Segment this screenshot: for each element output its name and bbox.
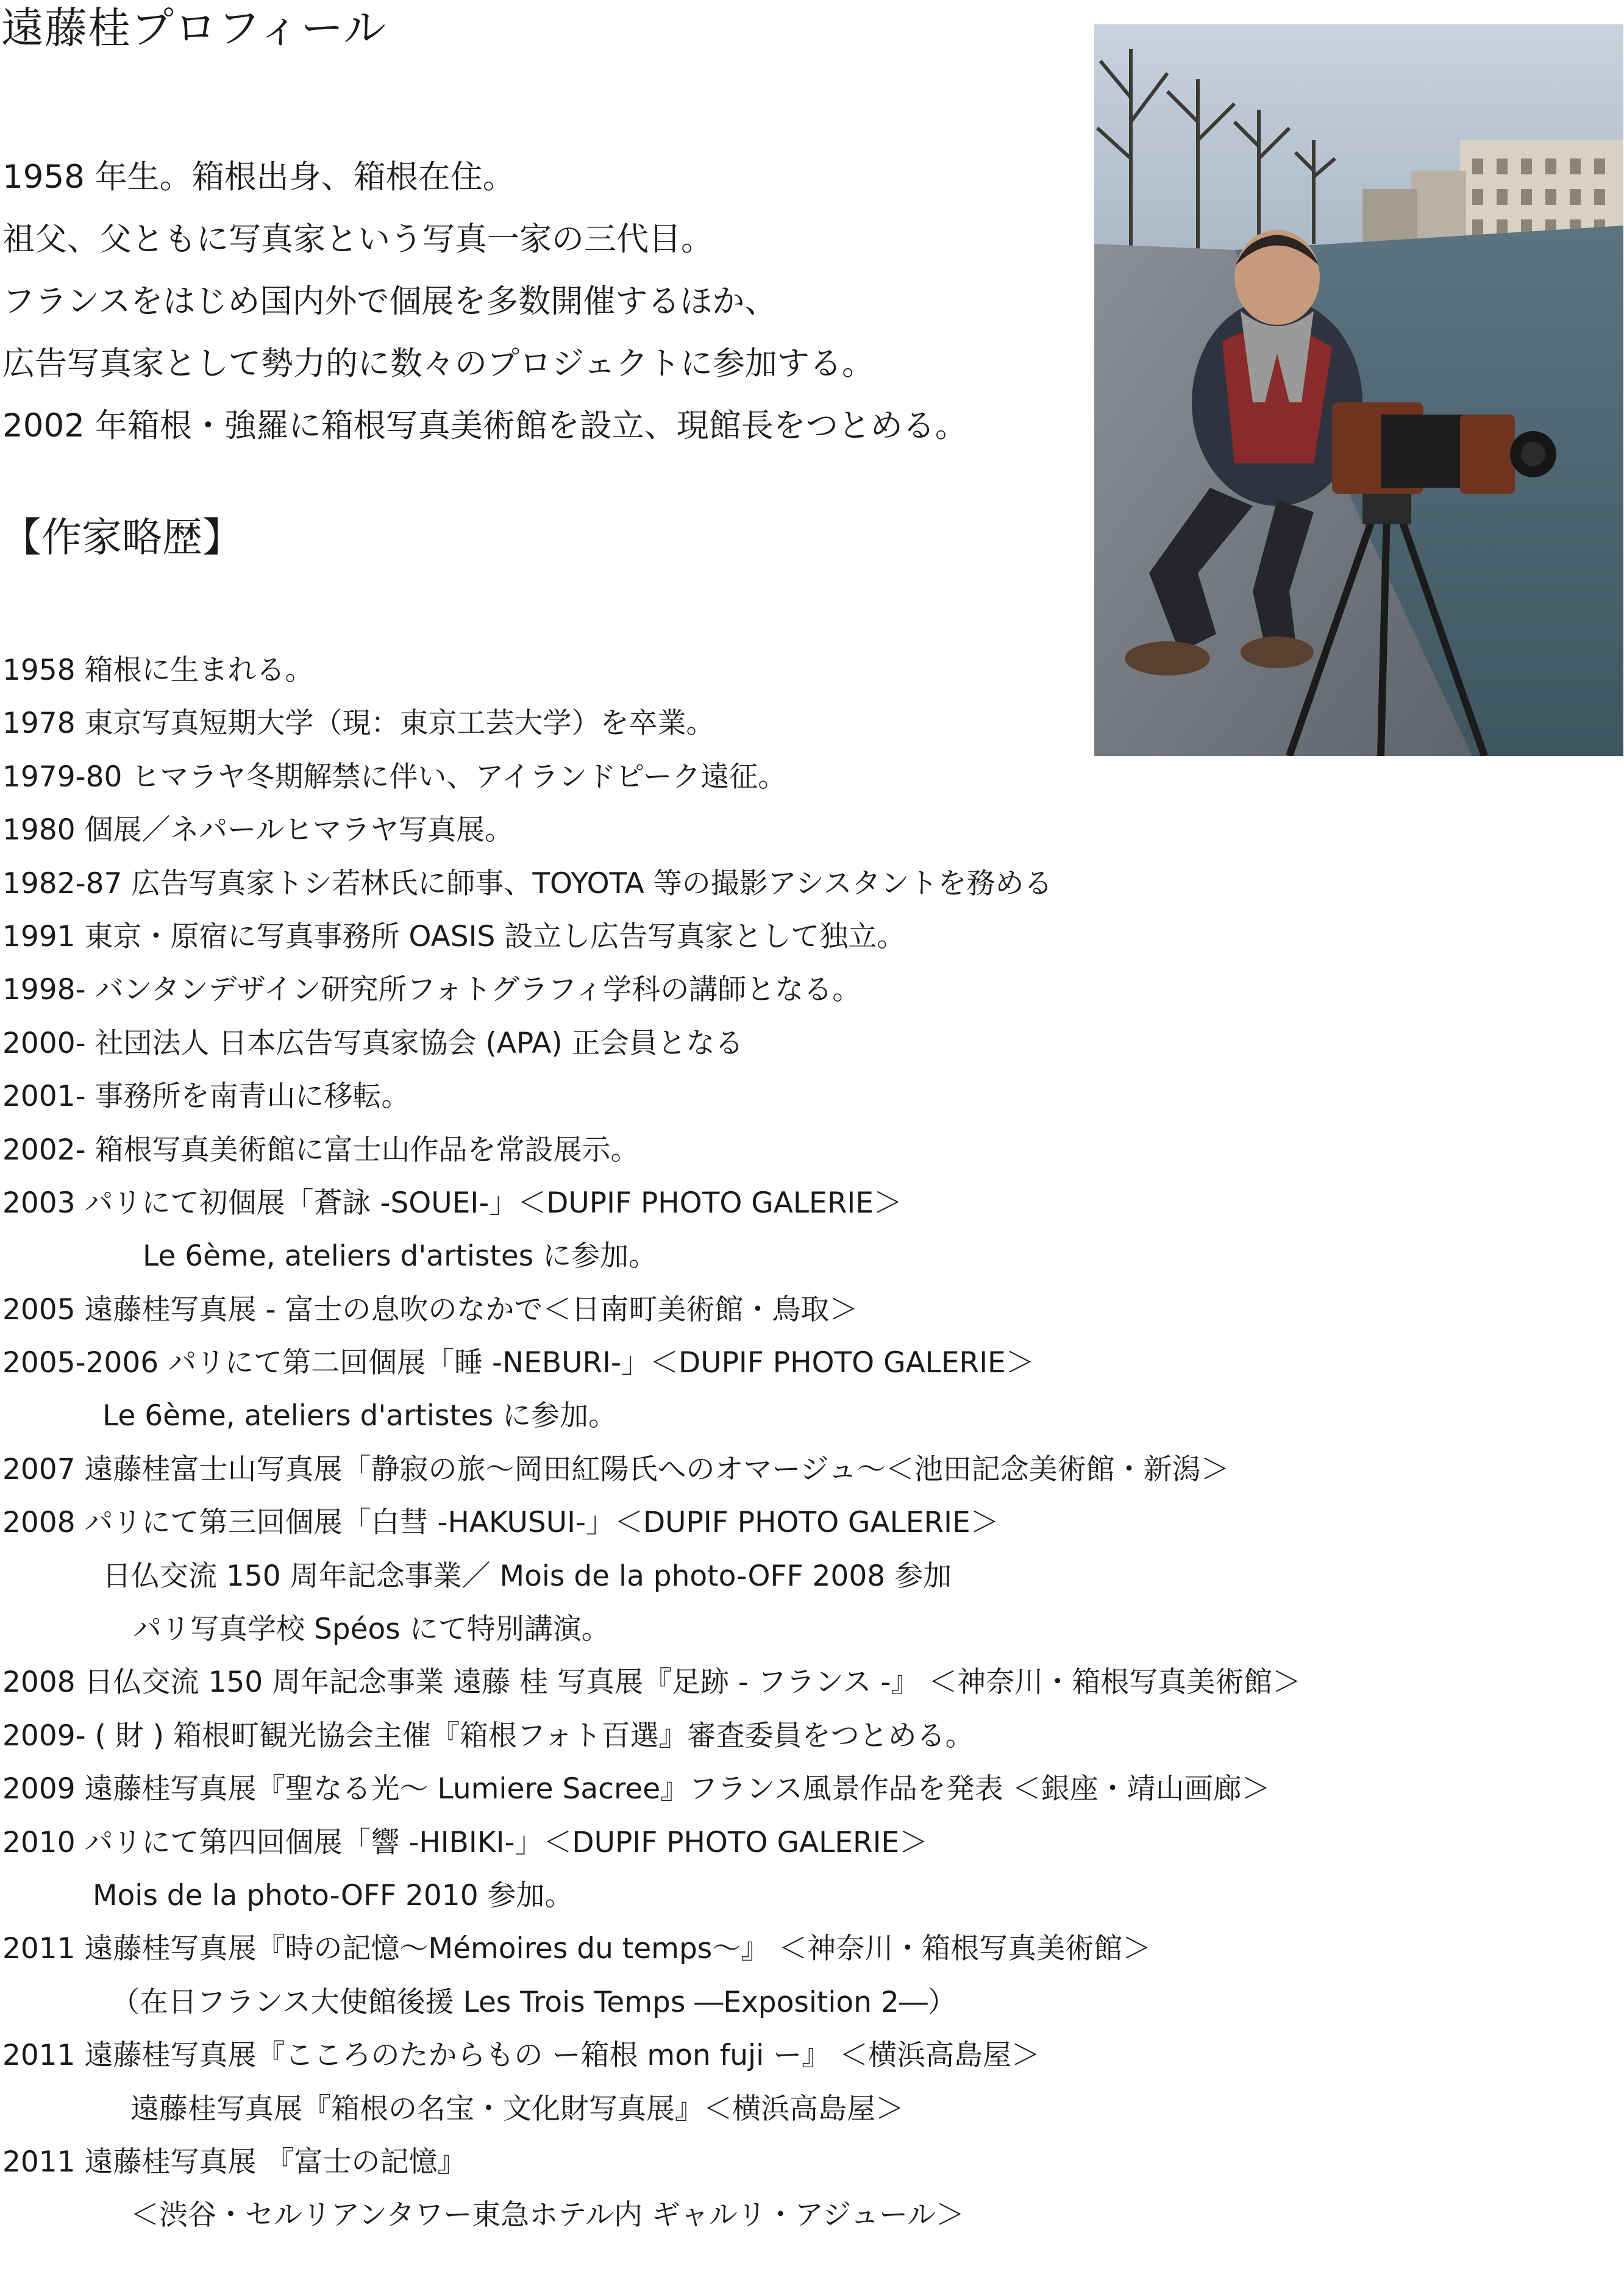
timeline-entry: 1998- バンタンデザイン研究所フォトグラフィ学科の講師となる。 — [2, 973, 861, 1007]
timeline-entry: 2010 パリにて第四回個展「響 -HIBIKI-」＜DUPIF PHOTO GALERIE＞ — [2, 1825, 928, 1859]
timeline-entry: パリ写真学校 Spéos にて特別講演。 — [133, 1612, 610, 1647]
timeline-entry: 2009 遠藤桂写真展『聖なる光〜 Lumiere Sacree』フランス風景作品を発表 ＜銀座・靖山画廊＞ — [2, 1772, 1270, 1806]
timeline-entry: 2008 パリにて第三回個展「白彗 -HAKUSUI-」＜DUPIF PHOTO GALERIE＞ — [2, 1506, 999, 1540]
timeline-entry: 2008 日仏交流 150 周年記念事業 遠藤 桂 写真展『足跡 - フランス -』 ＜神奈川・箱根写真美術館＞ — [2, 1666, 1302, 1700]
timeline-entry: 1978 東京写真短期大学（現：東京工芸大学）を卒業。 — [2, 707, 715, 741]
intro-paragraph — [2, 146, 967, 457]
timeline-entry: 1982-87 広告写真家トシ若林氏に師事、TOYOTA 等の撮影アシスタントを務める — [2, 866, 1053, 900]
timeline-entry: 2005 遠藤桂写真展 - 富士の息吹のなかで＜日南町美術館・鳥取＞ — [2, 1292, 858, 1327]
timeline-entry: 2011 遠藤桂写真展『こころのたからもの ー箱根 mon fuji ー』 ＜横浜高島屋＞ — [2, 2039, 1041, 2073]
timeline-entry: 2009- ( 財 ) 箱根町観光協会主催『箱根フォト百選』審査委員をつとめる。 — [2, 1719, 974, 1753]
timeline-entry: 1979-80 ヒマラヤ冬期解禁に伴い、アイランドピーク遠征。 — [2, 760, 787, 794]
timeline-entry: 2007 遠藤桂富士山写真展「静寂の旅〜岡田紅陽氏へのオマージュ〜＜池田記念美術館・新潟＞ — [2, 1452, 1230, 1486]
page-title: 遠藤桂プロフィール — [1, 3, 386, 53]
timeline-entry: 遠藤桂写真展『箱根の名宝・文化財写真展』＜横浜高島屋＞ — [130, 2092, 904, 2126]
intro-line: 2002 年箱根・強羅に箱根写真美術館を設立、現館長をつとめる。 — [2, 407, 967, 444]
intro-line: 祖父、父ともに写真家という写真一家の三代目。 — [2, 221, 713, 258]
profile-photo — [1094, 24, 1623, 756]
timeline-entry: Le 6ème, ateliers d'artistes に参加。 — [143, 1239, 658, 1274]
intro-line: フランスをはじめ国内外で個展を多数開催するほか、 — [2, 283, 777, 320]
timeline-entry: Mois de la photo-OFF 2010 参加。 — [93, 1878, 574, 1912]
timeline-entry: （在日フランス大使館後援 Les Trois Temps ―Exposition 2―） — [111, 1985, 956, 2019]
timeline-entry: 2000- 社団法人 日本広告写真家協会 (APA) 正会員となる — [2, 1026, 744, 1060]
timeline-entry: 2011 遠藤桂写真展 『富士の記憶』 — [2, 2145, 466, 2179]
timeline-entry: 2005-2006 パリにて第二回個展「睡 -NEBURI-」＜DUPIF PHOTO GALERIE＞ — [2, 1346, 1035, 1380]
timeline-entry: Le 6ème, ateliers d'artistes に参加。 — [102, 1399, 618, 1433]
timeline-entry: 2003 パリにて初個展「蒼詠 -SOUEI-」＜DUPIF PHOTO GALERIE＞ — [2, 1186, 902, 1220]
career-timeline — [2, 644, 1301, 2242]
intro-line: 広告写真家として勢力的に数々のプロジェクトに参加する。 — [2, 345, 874, 382]
section-heading-career: 【作家略歴】 — [1, 514, 243, 561]
timeline-entry: 1991 東京・原宿に写真事務所 OASIS 設立し広告写真家として独立。 — [2, 919, 906, 953]
timeline-entry: 日仏交流 150 周年記念事業／ Mois de la photo-OFF 2008 参加 — [102, 1559, 952, 1593]
timeline-entry: 2001- 事務所を南青山に移転。 — [2, 1080, 410, 1114]
timeline-entry: 1980 個展／ネパールヒマラヤ写真展。 — [2, 813, 514, 847]
timeline-entry: 2002- 箱根写真美術館に富士山作品を常設展示。 — [2, 1133, 639, 1167]
timeline-entry: 2011 遠藤桂写真展『時の記憶〜Mémoires du temps〜』 ＜神奈川・箱根写真美術館＞ — [2, 1932, 1152, 1966]
timeline-entry: ＜渋谷・セルリアンタワー東急ホテル内 ギャルリ・アジュール＞ — [130, 2198, 965, 2232]
intro-line: 1958 年生。箱根出身、箱根在住。 — [2, 159, 515, 196]
timeline-entry: 1958 箱根に生まれる。 — [2, 654, 314, 687]
